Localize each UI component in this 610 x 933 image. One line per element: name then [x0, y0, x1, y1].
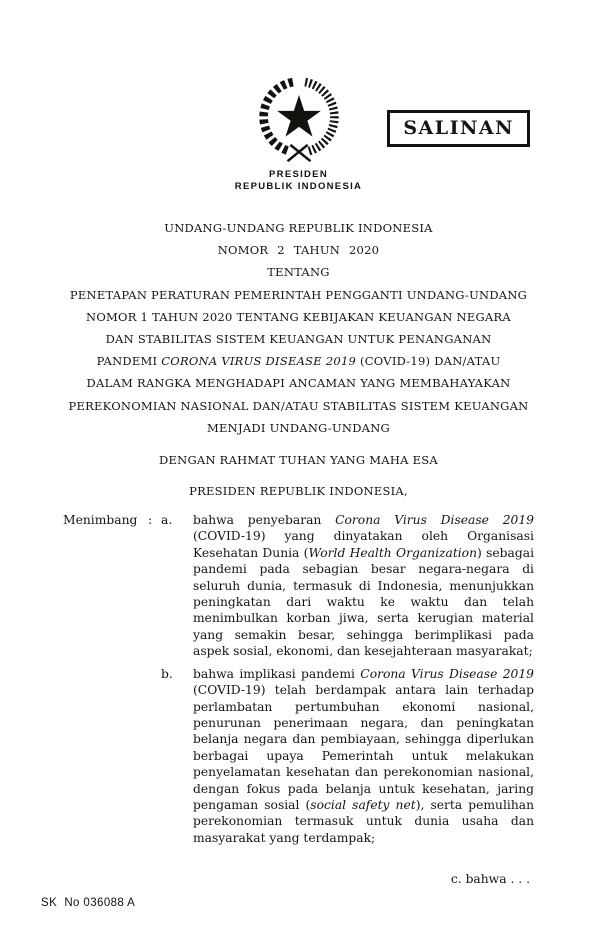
considerations-section: [63, 512, 534, 846]
title-line: PEREKONOMIAN NASIONAL DAN/ATAU STABILITAS SISTEM KEUANGAN: [68, 398, 529, 413]
title-line: MENJADI UNDANG-UNDANG: [207, 420, 390, 435]
salinan-stamp-label: SALINAN: [403, 117, 514, 139]
title-line: DALAM RANGKA MENGHADAPI ANCAMAN YANG MEMBAHAYAKAN: [86, 376, 511, 391]
menimbang-label: Menimbang: [63, 513, 138, 528]
star-wreath-icon: [251, 72, 347, 164]
title-line: UNDANG-UNDANG REPUBLIK INDONESIA: [164, 221, 433, 235]
title-line: TENTANG: [267, 265, 330, 280]
catchword: c. bahwa . . .: [450, 872, 530, 887]
star-icon: [277, 95, 321, 137]
invocation-line: DENGAN RAHMAT TUHAN YANG MAHA ESA: [159, 453, 438, 468]
document-number: SK No 036088 A: [41, 897, 136, 909]
item-marker: a.: [161, 513, 173, 528]
salinan-stamp: [387, 110, 530, 147]
letterhead-presiden: PRESIDEN: [269, 169, 328, 180]
wreath-crossed-stems: [287, 145, 310, 161]
consideration-item-b: [63, 666, 534, 846]
title-line: NOMOR 2 TAHUN 2020: [217, 243, 380, 258]
consideration-item-a: [63, 512, 534, 660]
title-line: DAN STABILITAS SISTEM KEUANGAN UNTUK PENANGANAN: [105, 332, 492, 347]
title-line: PENETAPAN PERATURAN PEMERINTAH PENGGANTI UNDANG-UNDANG: [69, 287, 528, 302]
document-title: [63, 217, 534, 439]
item-text: bahwa penyebaran Corona Virus Disease 2019 (COVID-19) yang dinyatakan oleh Organisasi Kesehatan Dunia (World Health Organization) sebagai pandemi pada sebagian besar negara-negara di seluruh dunia, termasuk di Indonesia, menunjukkan peningkatan dari waktu ke waktu dan telah menimbulkan korban jiwa, serta kerugian material yang semakin besar, sehingga berimplikasi pada aspek sosial, ekonomi, dan kesejahteraan masyarakat;: [193, 513, 534, 659]
title-line: NOMOR 1 TAHUN 2020 TENTANG KEBIJAKAN KEUANGAN NEGARA: [86, 309, 511, 324]
authority-line: PRESIDEN REPUBLIK INDONESIA,: [189, 484, 408, 499]
letterhead: [63, 169, 534, 193]
item-text: bahwa implikasi pandemi Corona Virus Disease 2019 (COVID-19) telah berdampak antara lain terhadap perlambatan pertumbuhan ekonomi nasional, penurunan penerimaan negara, dan peningkatan belanja negara dan pembiayaan, sehingga diperlukan berbagai upaya Pemerintah untuk melakukan penyelamatan kesehatan dan perekonomian nasional, dengan fokus pada belanja untuk kesehatan, jaring pengaman sosial (social safety net), serta pemulihan perekonomian termasuk untuk dunia usaha dan masyarakat yang terdampak;: [193, 666, 534, 845]
title-line: PANDEMI CORONA VIRUS DISEASE 2019 (COVID-19) DAN/ATAU: [96, 354, 501, 369]
item-marker: b.: [161, 666, 173, 681]
menimbang-colon: :: [148, 513, 153, 528]
letterhead-republik-indonesia: REPUBLIK INDONESIA: [234, 181, 363, 192]
